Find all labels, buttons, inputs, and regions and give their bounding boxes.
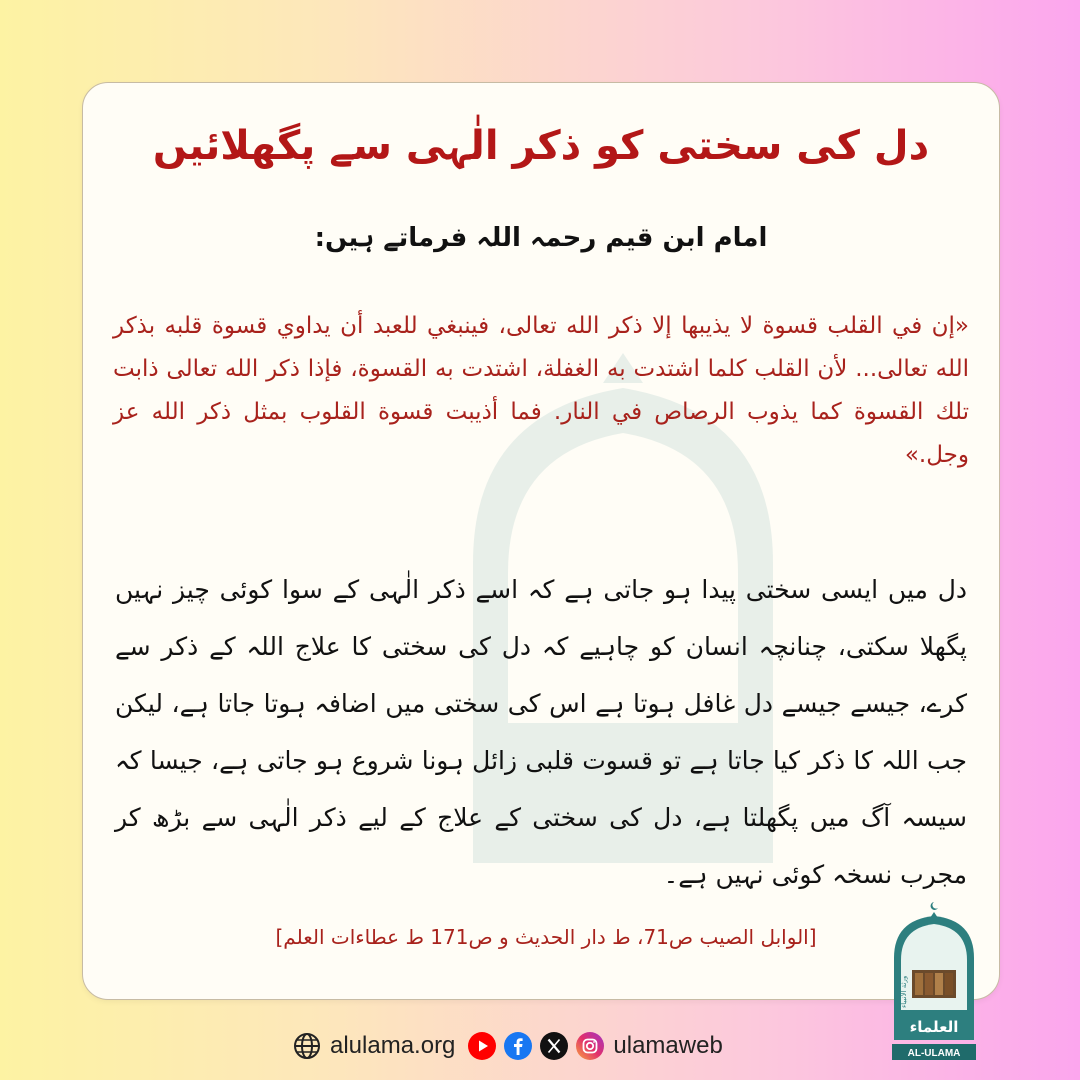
reference-citation: [الوابل الصيب ص71، ط دار الحديث و ص171 ط عطاءات العلم] (275, 925, 817, 949)
instagram-icon[interactable] (575, 1031, 605, 1061)
al-ulama-logo (888, 900, 980, 1062)
author-line: امام ابن قیم رحمہ اللہ فرماتے ہیں: (314, 223, 768, 253)
website-link[interactable]: alulama.org (330, 1032, 456, 1059)
youtube-icon[interactable] (467, 1031, 497, 1061)
arabic-quote: «إن في القلب قسوة لا يذيبها إلا ذكر الله تعالى، فينبغي للعبد أن يداوي قسوة قلبه بذكر الله تعالى... لأن القلب كلما اشتدت به الغفلة، اشتدت به القسوة، فإذا ذكر الله تعالى ذابت تلك القسوة كما يذوب الرصاص في النار. فما أذيبت قسوة القلوب بمثل ذكر الله عز وجل.» (113, 313, 969, 468)
urdu-translation: دل میں ایسی سختی پیدا ہو جاتی ہے کہ اسے ذکر الٰہی کے سوا کوئی چیز نہیں پگھلا سکتی، چنانچہ انسان کو چاہیے کہ دل کی سختی کا علاج اللہ کے ذکر سے کرے، جیسے جیسے دل غافل ہوتا ہے اس کی سختی میں اضافہ ہوتا جاتا ہے، لیکن جب اللہ کا ذکر کیا جاتا ہے تو قسوت قلبی زائل ہونا شروع ہو جاتی ہے، جیسا کہ سیسہ آگ میں پگھلتا ہے، دل کی سختی کے علاج کے لیے ذکر الٰہی سے بڑھ کر مجرب نسخہ کوئی نہیں ہے۔ (115, 575, 967, 889)
social-handle[interactable]: ulamaweb (613, 1032, 723, 1059)
logo-arabic-text: العلماء (909, 1018, 959, 1036)
content-card (82, 82, 1000, 1000)
logo-latin-text: AL-ULAMA (907, 1048, 961, 1059)
social-footer (292, 1028, 729, 1064)
x-icon[interactable] (539, 1031, 569, 1061)
facebook-icon[interactable] (503, 1031, 533, 1061)
page-title: دل کی سختی کو ذکر الٰہی سے پگھلائیں (152, 123, 930, 169)
globe-icon[interactable] (292, 1031, 322, 1061)
logo-side-text: ورثة الأنبياء (900, 975, 908, 1008)
